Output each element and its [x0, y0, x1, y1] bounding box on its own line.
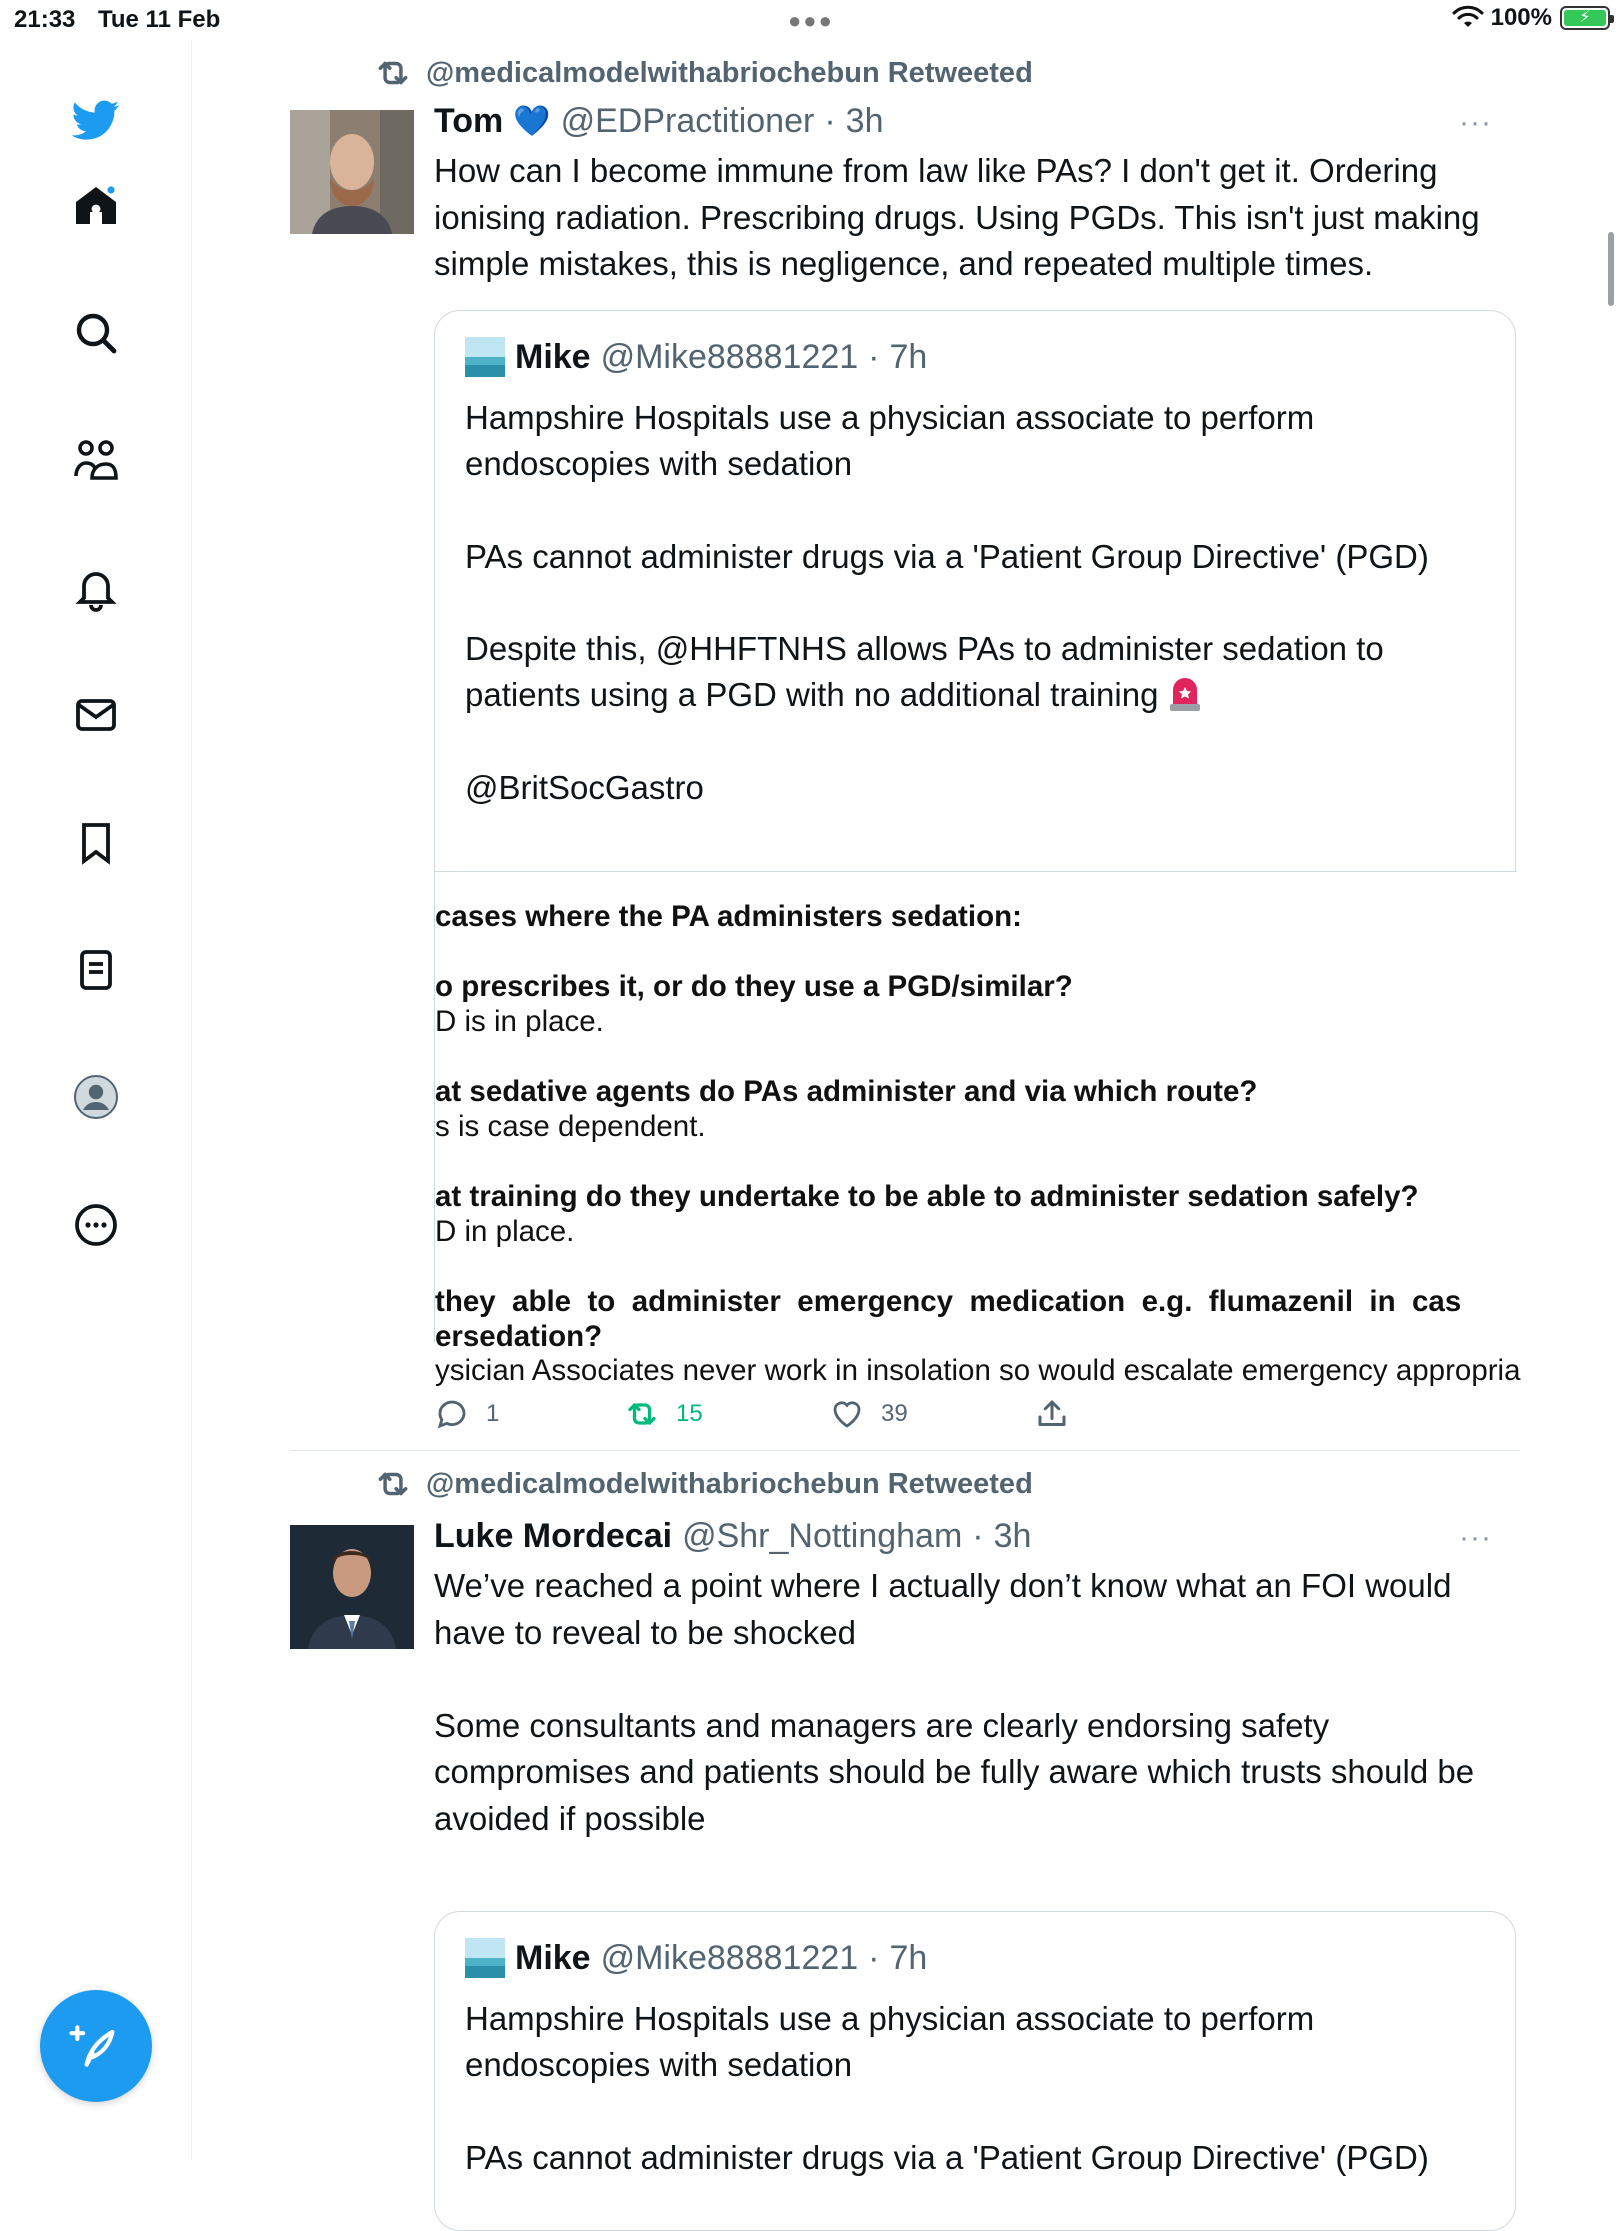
- quoted-author-name: Mike: [515, 337, 591, 376]
- author-name[interactable]: Luke Mordecai: [434, 1517, 673, 1555]
- more-icon[interactable]: [66, 1195, 126, 1255]
- sidebar-nav: [0, 40, 192, 2160]
- image-text-line: cases where the PA administers sedation:: [435, 900, 1022, 933]
- retweet-context[interactable]: [374, 54, 1033, 92]
- retweet-context[interactable]: [374, 1465, 1033, 1503]
- image-text-line: s is case dependent.: [435, 1110, 706, 1143]
- image-text-line: at sedative agents do PAs administer and via which route?: [435, 1075, 1258, 1108]
- quoted-author-handle: @Mike88881221: [600, 1938, 859, 1977]
- image-text-line: ysician Associates never work in insolation so would escalate emergency appropria: [435, 1354, 1521, 1387]
- quoted-mention[interactable]: @BritSocGastro: [465, 768, 704, 806]
- quoted-avatar[interactable]: [465, 1938, 505, 1978]
- messages-icon[interactable]: [66, 685, 126, 745]
- profile-icon[interactable]: [66, 1067, 126, 1127]
- author-name[interactable]: Tom: [434, 102, 504, 140]
- image-text-line: o prescribes it, or do they use a PGD/similar?: [435, 970, 1073, 1003]
- compose-tweet-button[interactable]: [40, 1990, 152, 2102]
- quoted-tweet-time: 7h: [889, 337, 928, 376]
- retweet-button[interactable]: [624, 1396, 703, 1432]
- status-bar: [0, 0, 1620, 40]
- reply-button[interactable]: [434, 1396, 499, 1432]
- more-options-icon[interactable]: ···: [1459, 1521, 1492, 1554]
- siren-emoji-icon: [1168, 674, 1202, 712]
- search-icon[interactable]: [66, 303, 126, 363]
- status-date: Tue 11 Feb: [98, 6, 221, 33]
- image-text-line: D is in place.: [435, 1005, 604, 1038]
- home-icon[interactable]: [66, 176, 126, 236]
- tweet[interactable]: [192, 1465, 1620, 2176]
- tweet-text: How can I become immune from law like PAs? I don't get it. Ordering ionising radiation. Prescribing drugs. Using PGDs. This isn't just making simple mistakes, this is negligence, and repeated multiple times.: [434, 152, 1480, 282]
- tweet-time[interactable]: 3h: [993, 1517, 1032, 1555]
- share-icon: [1034, 1396, 1070, 1432]
- retweet-count: 15: [676, 1400, 703, 1427]
- author-handle[interactable]: @Shr_Nottingham: [682, 1517, 963, 1555]
- quoted-tweet-header: [465, 337, 927, 377]
- separator-dot: ·: [824, 102, 836, 140]
- retweet-icon: [374, 1465, 412, 1503]
- twitter-logo-icon[interactable]: [66, 90, 126, 150]
- image-text-line: D in place.: [435, 1215, 575, 1248]
- reply-count: 1: [486, 1400, 500, 1427]
- separator-dot: ·: [972, 1517, 984, 1555]
- tweet-text: We’ve reached a point where I actually don’t know what an FOI would have to reveal to be shocked Some consultants and managers are clearly endorsing safety compromises and patients should be fully aware which trusts should be avoided if possible: [434, 1567, 1475, 1837]
- separator-dot: ·: [868, 337, 880, 376]
- tweet-actions: [434, 1396, 1334, 1446]
- lists-icon[interactable]: [66, 940, 126, 1000]
- quoted-tweet-text: [465, 395, 1485, 811]
- like-button[interactable]: [829, 1396, 908, 1432]
- tweet-header: [434, 102, 883, 141]
- compose-icon: [68, 2018, 124, 2074]
- quoted-tweet-time: 7h: [889, 1938, 928, 1977]
- like-count: 39: [881, 1400, 908, 1427]
- notifications-icon[interactable]: [66, 558, 126, 618]
- image-text-line: at training do they undertake to be able to administer sedation safely?: [435, 1180, 1419, 1213]
- retweet-icon: [374, 54, 412, 92]
- retweeted-by-text: @medicalmodelwithabriochebun Retweeted: [426, 56, 1033, 89]
- image-text-line: ersedation?: [435, 1320, 603, 1353]
- quoted-attachment-image[interactable]: [435, 871, 1521, 1387]
- author-handle[interactable]: @EDPractitioner: [560, 102, 815, 140]
- avatar[interactable]: [290, 1525, 414, 1649]
- quoted-tweet[interactable]: [434, 310, 1521, 1387]
- heart-icon: [829, 1396, 865, 1432]
- separator-dot: ·: [868, 1938, 880, 1977]
- tweet-header: [434, 1517, 1031, 1556]
- status-right: [1453, 4, 1610, 32]
- verified-heart-emoji: 💙: [513, 105, 551, 138]
- wifi-icon: [1453, 6, 1483, 30]
- bookmarks-icon[interactable]: [66, 813, 126, 873]
- status-time: 21:33: [14, 6, 76, 33]
- communities-icon[interactable]: [66, 430, 126, 490]
- quoted-author-handle: @Mike88881221: [600, 337, 859, 376]
- more-options-icon[interactable]: ···: [1459, 106, 1492, 139]
- multitasking-dots-icon[interactable]: ●●●: [788, 8, 834, 33]
- tweet[interactable]: [192, 40, 1620, 1450]
- battery-icon: ⚡: [1560, 6, 1610, 30]
- quoted-author-name: Mike: [515, 1938, 591, 1977]
- reply-icon: [434, 1396, 470, 1432]
- tweet-time[interactable]: 3h: [845, 102, 884, 140]
- retweet-icon: [624, 1396, 660, 1432]
- image-text-line: they able to administer emergency medication e.g. flumazenil in cas: [435, 1285, 1462, 1318]
- battery-percent: 100%: [1490, 4, 1552, 31]
- quoted-avatar[interactable]: [465, 337, 505, 377]
- retweeted-by-text: @medicalmodelwithabriochebun Retweeted: [426, 1467, 1033, 1500]
- tweet-divider: [290, 1450, 1520, 1451]
- quoted-tweet[interactable]: [434, 1911, 1516, 2231]
- quoted-tweet-text: Hampshire Hospitals use a physician associate to perform endoscopies with sedation PAs cannot administer drugs via a 'Patient Group Directive' (PGD): [465, 2000, 1429, 2176]
- share-button[interactable]: [1034, 1396, 1070, 1432]
- quoted-text-body: Hampshire Hospitals use a physician associate to perform endoscopies with sedation PAs cannot administer drugs via a 'Patient Group Directive' (PGD) Despite this, @HHFTNHS allows PAs to administer sedation to patients using a PGD with no additional training: [465, 399, 1429, 714]
- quoted-tweet-header: [465, 1938, 927, 1978]
- avatar[interactable]: [290, 110, 414, 234]
